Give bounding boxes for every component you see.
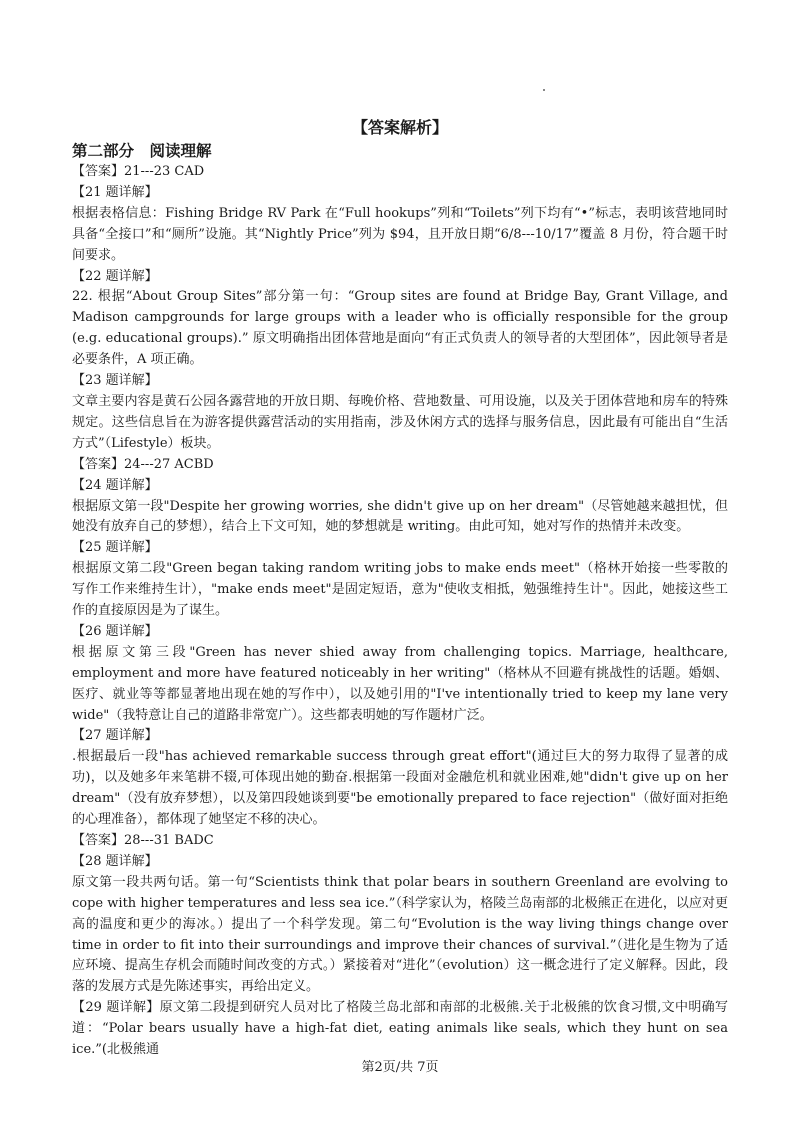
detail-heading-23: 【23 题详解】 <box>72 373 158 389</box>
page-title: 【答案解析】 <box>351 118 448 137</box>
explanation-27: .根据最后一段"has achieved remarkable success through great effort"(通过巨大的努力取得了显著的成功)，以及她多年来笔耕不辍,可体现出她的勤奋.根据第一段面对金融危机和就业困难,她"didn't give up on her dream"（没有放弃梦想），以及第四段她谈到要"be emotionally prepared to face rejection"（做好面对拒绝的心理准备），都体现了她坚定不移的决心。 <box>72 749 728 828</box>
answer-line-21-23: 【答案】21---23 CAD <box>72 164 205 179</box>
detail-heading-24: 【24 题详解】 <box>72 477 158 493</box>
explanation-25: 根据原文第二段"Green began taking random writing jobs to make ends meet"（格林开始接一些零散的写作工作来维持生计），"make ends meet"是固定短语，意为"使收支相抵，勉强维持生计"。因此，她接这些工作的直接原因是为了谋生。 <box>72 561 728 619</box>
explanation-29: 【29 题详解】原文第二段提到研究人员对比了格陵兰岛北部和南部的北极熊.关于北极熊的饮食习惯,文中明确写道：“Polar bears usually have a high-fat diet, eating animals like seals, which they hunt on sea ice.”(北极熊通 <box>72 1000 728 1058</box>
explanation-26: 根据原文第三段"Green has never shied away from challenging topics. Marriage, healthcare, employment and more have featured noticeably in her writing"（格林从不回避有挑战性的话题。婚姻、医疗、就业等等都显著地出现在她的写作中），以及她引用的"I've intentionally tried to keep my lane very wide"（我特意让自己的道路非常宽广）。这些都表明她的写作题材广泛。 <box>72 644 728 723</box>
detail-heading-28: 【28 题详解】 <box>72 853 158 869</box>
detail-heading-22: 【22 题详解】 <box>72 268 158 284</box>
content-body <box>72 140 728 1061</box>
detail-heading-21: 【21 题详解】 <box>72 184 158 200</box>
explanation-22: 22. 根据“About Group Sites”部分第一句：“Group sites are found at Bridge Bay, Grant Village, and Madison campgrounds for large groups with a leader who is officially responsible for the group (e.g. educational groups).” 原文明确指出团体营地是面向“有正式负责人的领导者的大型团体”，因此领导者是必要条件，A 项正确。 <box>72 289 728 368</box>
page-number: 第2页/共 7页 <box>361 1060 439 1075</box>
explanation-28: 原文第一段共两句话。第一句“Scientists think that polar bears in southern Greenland are evolving to cope with higher temperatures and less sea ice.”（科学家认为，格陵兰岛南部的北极熊正在进化，以应对更高的温度和更少的海冰。）提出了一个科学发现。第二句“Evolution is the way living things change over time in order to fit into their surroundings and improve their chances of survival.”（进化是生物为了适应环境、提高生存机会而随时间改变的方式。）紧接着对“进化”（evolution）这一概念进行了定义解释。因此，段落的发展方式是先陈述事实，再给出定义。 <box>72 874 728 995</box>
detail-heading-27: 【27 题详解】 <box>72 728 158 744</box>
explanation-24: 根据原文第一段"Despite her growing worries, she didn't give up on her dream"（尽管她越来越担忧，但她没有放弃自己的梦想），结合上下文可知，她的梦想就是 writing。由此可知，她对写作的热情并未改变。 <box>72 498 728 535</box>
answer-line-28-31: 【答案】28---31 BADC <box>72 833 214 848</box>
explanation-23: 文章主要内容是黄石公园各露营地的开放日期、每晚价格、营地数量、可用设施，以及关于团体营地和房车的特殊规定。这些信息旨在为游客提供露营活动的实用指南，涉及休闲方式的选择与服务信息，因此最有可能出自“生活方式”（Lifestyle）板块。 <box>72 393 728 451</box>
answer-line-24-27: 【答案】24---27 ACBD <box>72 456 214 472</box>
explanation-21: 根据表格信息：Fishing Bridge RV Park 在“Full hookups”列和“Toilets”列下均有“•”标志，表明该营地同时具备“全接口”和“厕所”设施。其“Nightly Price”列为 $94，且开放日期“6/8---10/17”覆盖 8 月份，符合题干时间要求。 <box>72 205 728 263</box>
detail-heading-25: 【25 题详解】 <box>72 540 158 556</box>
detail-heading-26: 【26 题详解】 <box>72 623 158 639</box>
section-title: 第二部分 阅读理解 <box>72 141 212 160</box>
scan-speck <box>543 89 545 91</box>
